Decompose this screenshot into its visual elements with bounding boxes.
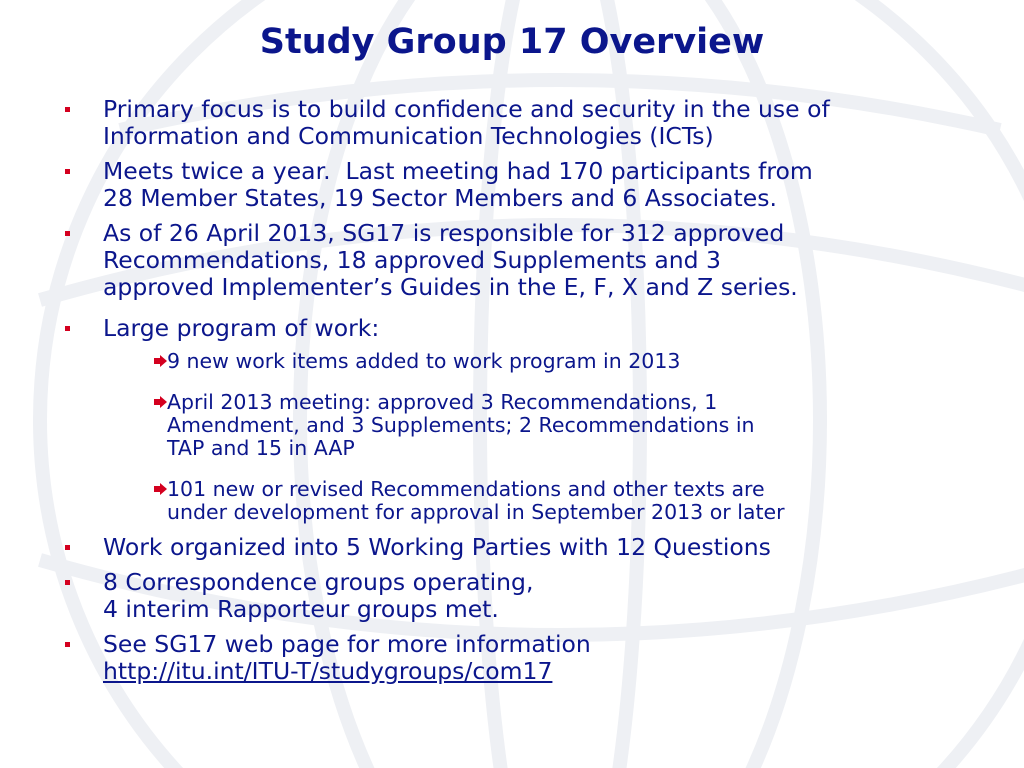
sg17-web-page-link[interactable]: http://itu.int/ITU-T/studygroups/com17 bbox=[103, 657, 553, 685]
bullet-text: 4 interim Rapporteur groups met. bbox=[103, 595, 499, 623]
bullet-item bbox=[60, 220, 1010, 301]
bullet-item bbox=[60, 534, 1010, 561]
bullet-text: 28 Member States, 19 Sector Members and 6 Associates. bbox=[103, 184, 777, 212]
bullet-text: 8 Correspondence groups operating, bbox=[103, 568, 534, 596]
sub-bullet-text: under development for approval in September 2013 or later bbox=[167, 500, 785, 524]
red-arrow-bullet-icon bbox=[154, 396, 168, 408]
sub-bullet-text: April 2013 meeting: approved 3 Recommendations, 1 bbox=[167, 390, 718, 414]
bullet-text: See SG17 web page for more information bbox=[103, 630, 591, 658]
bullet-text: As of 26 April 2013, SG17 is responsible for 312 approved bbox=[103, 219, 785, 247]
sub-bullet-text: Amendment, and 3 Supplements; 2 Recommendations in bbox=[167, 413, 755, 437]
red-arrow-bullet-icon bbox=[154, 355, 168, 367]
red-square-bullet-icon bbox=[65, 580, 70, 585]
sub-bullet-text: 101 new or revised Recommendations and other texts are bbox=[167, 477, 765, 501]
red-square-bullet-icon bbox=[65, 169, 70, 174]
bullet-list bbox=[60, 96, 1010, 693]
red-square-bullet-icon bbox=[65, 545, 70, 550]
red-arrow-bullet-icon bbox=[154, 483, 168, 495]
sub-bullet-item bbox=[60, 391, 1010, 460]
sub-bullet-list bbox=[60, 350, 1010, 524]
bullet-item bbox=[60, 569, 1010, 623]
bullet-text: Work organized into 5 Working Parties with 12 Questions bbox=[103, 533, 771, 561]
bullet-item bbox=[60, 96, 1010, 150]
sub-bullet-text: TAP and 15 in AAP bbox=[167, 436, 355, 460]
bullet-item bbox=[60, 631, 1010, 685]
sub-bullet-item bbox=[60, 478, 1010, 524]
red-square-bullet-icon bbox=[65, 642, 70, 647]
red-square-bullet-icon bbox=[65, 231, 70, 236]
bullet-item bbox=[60, 158, 1010, 212]
bullet-text: approved Implementer’s Guides in the E, F, X and Z series. bbox=[103, 273, 798, 301]
bullet-text: Meets twice a year. Last meeting had 170 participants from bbox=[103, 157, 813, 185]
bullet-text: Primary focus is to build confidence and security in the use of bbox=[103, 95, 830, 123]
sub-bullet-item bbox=[60, 350, 1010, 373]
slide-title: Study Group 17 Overview bbox=[259, 22, 765, 62]
bullet-text: Large program of work: bbox=[103, 314, 380, 342]
bullet-text: Recommendations, 18 approved Supplements and 3 bbox=[103, 246, 721, 274]
bullet-item bbox=[60, 315, 1010, 342]
red-square-bullet-icon bbox=[65, 326, 70, 331]
red-square-bullet-icon bbox=[65, 107, 70, 112]
sub-bullet-text: 9 new work items added to work program in 2013 bbox=[167, 349, 681, 373]
bullet-text: Information and Communication Technologies (ICTs) bbox=[103, 122, 714, 150]
